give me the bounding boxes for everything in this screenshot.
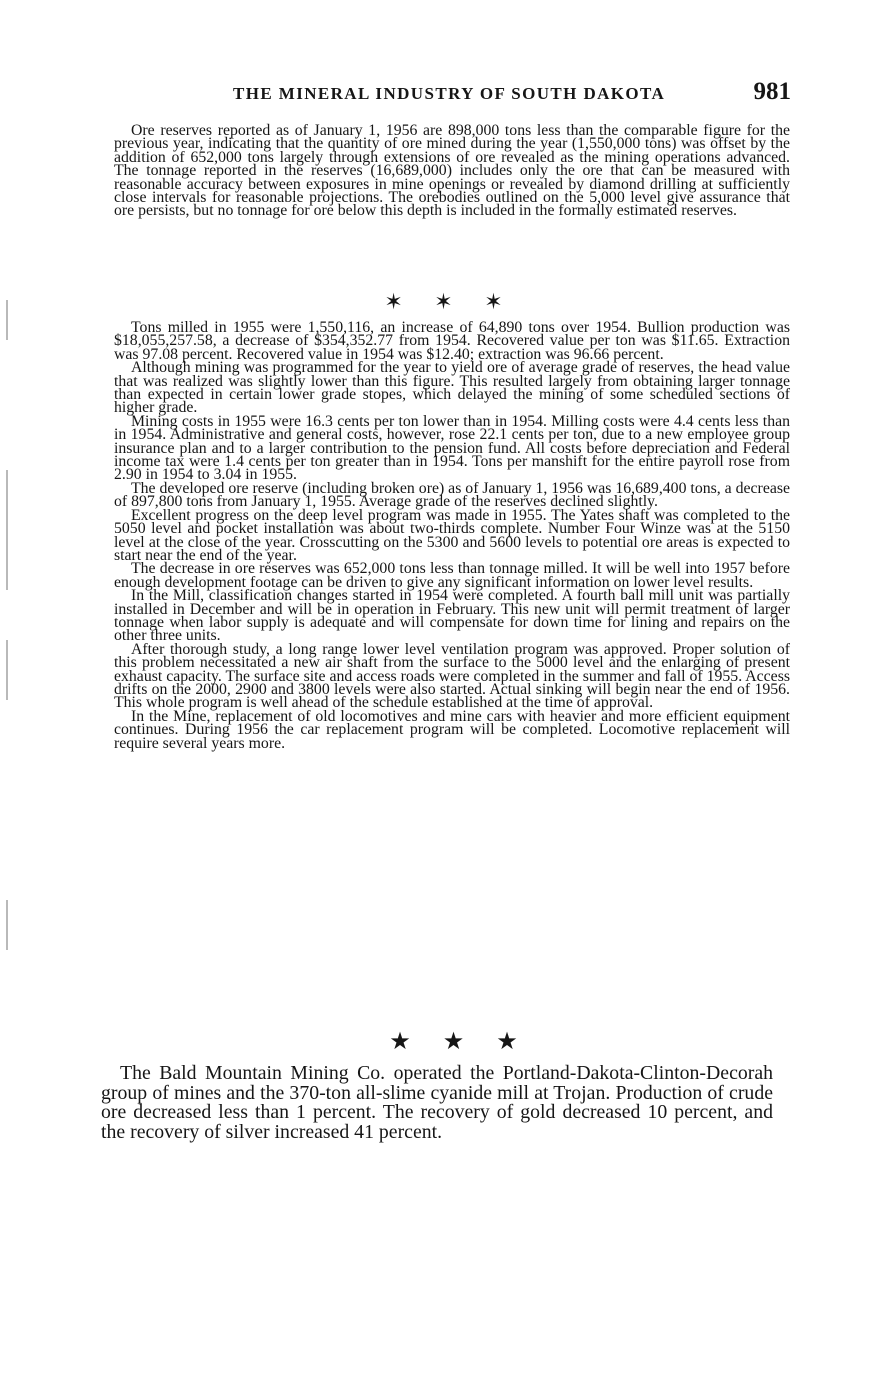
scan-margin-mark <box>6 300 8 340</box>
section-bald-mountain <box>101 1064 773 1142</box>
paragraph: The Bald Mountain Mining Co. operated the Portland-Dakota-Clinton-Decorah group of mines and the 370-ton all-slime cyanide mill at Trojan. Production of crude ore decreased less than 1 percent. The recovery of gold decreased 10 percent, and the recovery of silver increased 41 percent. <box>101 1062 773 1143</box>
running-head: THE MINERAL INDUSTRY OF SOUTH DAKOTA <box>233 84 666 103</box>
page-number: 981 <box>753 78 791 105</box>
section-ore-reserves <box>114 124 790 218</box>
paragraph: Ore reserves reported as of January 1, 1956 are 898,000 tons less than the comparable figure for the previous year, indicating that the quantity of ore mined during the year (1,550,000 tons) was offset by the addition of 652,000 tons largely through extensions of ore revealed as the mining operations advanced. The tonnage reported in the reserves (16,689,000) includes only the ore that can be measured with reasonable accuracy between exposures in mine openings or revealed by diamond drilling at sufficiently close intervals for reasonable projections. The orebodies outlined on the 5,000 level give assurance that ore persists, but no tonnage for ore below this depth is included in the formally estimated reserves. <box>114 122 790 220</box>
paragraph: Tons milled in 1955 were 1,550,116, an increase of 64,890 tons over 1954. Bullion production was $18,055,257.58, a decrease of $354,352.77 from 1954. Recovered value per ton was $11.65. Extraction was 97.08 percent. Recovered value in 1954 was $12.40; extraction was 96.66 percent. <box>114 319 790 363</box>
paragraph: In the Mill, classification changes started in 1954 were completed. A fourth ball mill unit was partially installed in December and will be in operation in February. This new unit will permit treatment of larger tonnage when labor supply is adequate and will compensate for down time for lining and repairs on the other three units. <box>114 587 790 645</box>
section-separator-stars: ✶ ✶ ✶ <box>384 289 516 314</box>
paragraph: Excellent progress on the deep level program was made in 1955. The Yates shaft was completed to the 5050 level and pocket installation was about two-thirds complete. Number Four Winze was at the 5150 level at the close of the year. Crosscutting on the 5300 and 5600 levels to potential ore areas is expected to start near the end of the year. <box>114 506 790 564</box>
paragraph: In the Mine, replacement of old locomotives and mine cars with heavier and more efficient equipment continues. During 1956 the car replacement program will be completed. Locomotive replacement will require several years more. <box>114 707 790 752</box>
scan-margin-mark <box>6 900 8 950</box>
paragraph: The decrease in ore reserves was 652,000 tons less than tonnage milled. It will be well into 1957 before enough development footage can be driven to give any significant information on lower level results. <box>114 560 790 591</box>
page-header <box>233 78 791 110</box>
paragraph: Although mining was programmed for the year to yield ore of average grade of reserves, the head value that was realized was slightly lower than this figure. This resulted largely from obtaining larger tonnage than expected in certain lower grade stopes, which delayed the mining of some scheduled sections of higher grade. <box>114 359 790 417</box>
paragraph: Mining costs in 1955 were 16.3 cents per ton lower than in 1954. Milling costs were 4.4 cents less than in 1954. Administrative and general costs, however, rose 22.1 cents per ton, due to a new employee group insurance plan and to a larger contribution to the pension fund. All costs before depreciation and Federal income tax were 1.4 cents per ton greater than in 1954. Tons per manshift for the entire payroll rose from 2.90 in 1954 to 3.04 in 1955. <box>114 412 790 484</box>
section-operations-report <box>114 321 790 750</box>
section-separator-stars: ★ ★ ★ <box>389 1029 531 1055</box>
paragraph: After thorough study, a long range lower level ventilation program was approved. Proper solution of this problem necessitated a new air shaft from the surface to the 5000 level and the enlarging of present exhaust capacity. The surface site and access roads were completed in the summer and fall of 1955. Access drifts on the 2000, 2900 and 3800 levels were also started. Actual sinking will begin near the end of 1956. This whole program is well ahead of the schedule established at the time of approval. <box>114 640 790 712</box>
scan-margin-mark <box>6 640 8 700</box>
paragraph: The developed ore reserve (including broken ore) as of January 1, 1956 was 16,689,400 tons, a decrease of 897,800 tons from January 1, 1955. Average grade of the reserves declined slightly. <box>114 479 790 511</box>
scan-margin-mark <box>6 470 8 590</box>
